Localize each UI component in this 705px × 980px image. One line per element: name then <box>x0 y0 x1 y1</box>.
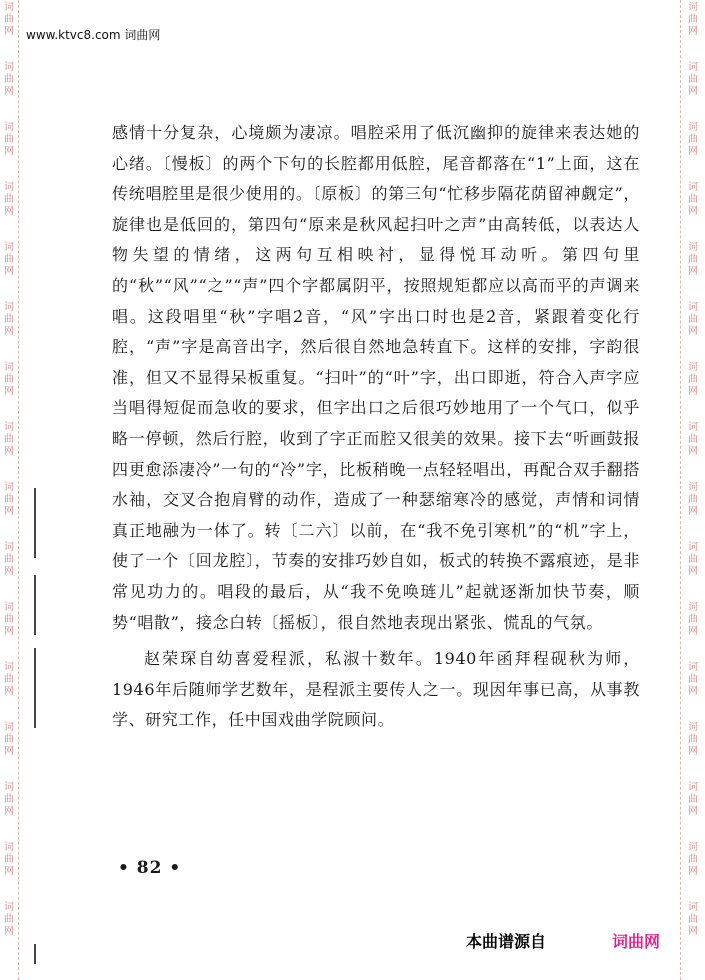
side-watermark-char: 曲 <box>688 854 698 865</box>
side-watermark-char: 曲 <box>688 194 698 205</box>
side-watermark-char: 曲 <box>688 794 698 805</box>
side-watermark-char: 曲 <box>688 734 698 745</box>
side-watermark-char: 词 <box>688 242 698 253</box>
side-watermark-group <box>4 242 14 302</box>
side-watermark-char: 曲 <box>4 554 14 565</box>
side-watermark-char: 曲 <box>688 74 698 85</box>
footer-source-label: 本曲谱源自 <box>466 932 547 951</box>
side-watermark-char: 网 <box>688 566 698 577</box>
side-watermark-char: 词 <box>688 782 698 793</box>
side-watermark-char: 词 <box>688 722 698 733</box>
side-watermark-char: 词 <box>4 542 14 553</box>
side-watermark-char: 词 <box>688 842 698 853</box>
side-watermark-char: 网 <box>4 866 14 877</box>
side-watermark-char: 词 <box>4 722 14 733</box>
side-watermark-char: 曲 <box>4 794 14 805</box>
side-watermark-char: 曲 <box>688 674 698 685</box>
side-watermark-group <box>4 602 14 662</box>
side-watermark-group <box>4 182 14 242</box>
side-watermark-char: 网 <box>688 866 698 877</box>
side-watermark-group <box>4 542 14 602</box>
side-watermark-group <box>688 842 698 902</box>
side-watermark-char: 词 <box>4 902 14 913</box>
left-watermark-strip <box>0 0 19 980</box>
side-watermark-char: 网 <box>688 86 698 97</box>
side-watermark-char: 曲 <box>4 374 14 385</box>
side-watermark-char: 网 <box>688 686 698 697</box>
side-watermark-group <box>688 722 698 782</box>
right-watermark-strip <box>680 0 705 980</box>
side-watermark-group <box>688 182 698 242</box>
side-watermark-char: 网 <box>4 386 14 397</box>
side-watermark-char: 网 <box>4 926 14 937</box>
side-watermark-char: 曲 <box>688 554 698 565</box>
side-watermark-char: 网 <box>688 326 698 337</box>
side-watermark-group <box>4 2 14 62</box>
side-watermark-char: 词 <box>4 62 14 73</box>
side-watermark-char: 曲 <box>688 314 698 325</box>
side-watermark-group <box>688 422 698 482</box>
side-watermark-group <box>688 302 698 362</box>
side-watermark-group <box>688 662 698 722</box>
side-watermark-char: 曲 <box>4 734 14 745</box>
side-watermark-char: 词 <box>688 902 698 913</box>
side-watermark-char: 网 <box>688 446 698 457</box>
scan-margin-mark <box>34 575 36 635</box>
side-watermark-char: 词 <box>688 542 698 553</box>
side-watermark-char: 网 <box>4 86 14 97</box>
side-watermark-char: 曲 <box>688 14 698 25</box>
side-watermark-char: 曲 <box>4 314 14 325</box>
side-watermark-group <box>4 302 14 362</box>
side-watermark-group <box>4 362 14 422</box>
side-watermark-group <box>4 782 14 842</box>
side-watermark-char: 词 <box>4 302 14 313</box>
side-watermark-char: 词 <box>4 602 14 613</box>
side-watermark-char: 曲 <box>4 494 14 505</box>
side-watermark-char: 网 <box>4 566 14 577</box>
page-number: • 82 • <box>118 858 182 878</box>
side-watermark-char: 网 <box>688 926 698 937</box>
side-watermark-char: 曲 <box>4 254 14 265</box>
side-watermark-group <box>4 482 14 542</box>
side-watermark-char: 曲 <box>688 914 698 925</box>
side-watermark-char: 网 <box>688 386 698 397</box>
side-watermark-group <box>688 122 698 182</box>
side-watermark-char: 词 <box>4 842 14 853</box>
side-watermark-char: 词 <box>4 482 14 493</box>
side-watermark-group <box>688 482 698 542</box>
side-watermark-char: 词 <box>688 602 698 613</box>
side-watermark-char: 网 <box>4 746 14 757</box>
side-watermark-char: 网 <box>688 746 698 757</box>
paragraph: 感情十分复杂，心境颇为凄凉。唱腔采用了低沉幽抑的旋律来表达她的心绪。〔慢板〕的两个下句的长腔都用低腔，尾音都落在“1”上面，这在传统唱腔里是很少使用的。〔原板〕的第三句“忙移步隔花荫留神觑定”，旋律也是低回的，第四句“原来是秋风起扫叶之声”由高转低，以表达人物失望的情绪，这两句互相映衬，显得悦耳动听。第四句里的“秋”“风”“之”“声”四个字都属阴平，按照规矩都应以高而平的声调来唱。这段唱里“秋”字唱2̇音，“风”字出口时也是2̇音，紧跟着变化行腔，“声”字是高音出字，然后很自然地急转直下。这样的安排，字韵很准，但又不显得呆板重复。“扫叶”的“叶”字，出口即逝，符合入声字应当唱得短促而急收的要求，但字出口之后很巧妙地用了一个气口，似乎略一停顿，然后行腔，收到了字正而腔又很美的效果。接下去“听画鼓报四更愈添凄冷”一句的“冷”字，比板稍晚一点轻轻唱出，再配合双手翻搭水袖，交叉合抱肩臂的动作，造成了一种瑟缩寒冷的感觉，声情和词情真正地融为一体了。转〔二六〕以前，在“我不免引寒机”的“机”字上，使了一个〔回龙腔〕，节奏的安排巧妙自如，板式的转换不露痕迹，是非常见功力的。唱段的最后，从“我不免唤琏儿”起就逐渐加快节奏，顺势“唱散”，接念白转〔摇板〕，很自然地表现出紧张、慌乱的气氛。 <box>112 123 640 632</box>
side-watermark-group <box>688 62 698 122</box>
side-watermark-char: 曲 <box>4 914 14 925</box>
side-watermark-char: 网 <box>688 806 698 817</box>
side-watermark-char: 词 <box>688 362 698 373</box>
side-watermark-char: 网 <box>688 266 698 277</box>
side-watermark-char: 词 <box>4 662 14 673</box>
side-watermark-char: 网 <box>688 626 698 637</box>
side-watermark-char: 词 <box>688 62 698 73</box>
side-watermark-char: 词 <box>688 302 698 313</box>
side-watermark-char: 词 <box>4 2 14 13</box>
side-watermark-char: 曲 <box>4 854 14 865</box>
site-url-link[interactable]: www.ktvc8.com 词曲网 <box>26 28 161 42</box>
side-watermark-char: 网 <box>4 506 14 517</box>
side-watermark-char: 曲 <box>688 374 698 385</box>
side-watermark-char: 网 <box>4 686 14 697</box>
side-watermark-char: 网 <box>688 146 698 157</box>
side-watermark-char: 曲 <box>4 74 14 85</box>
side-watermark-char: 词 <box>688 122 698 133</box>
side-watermark-char: 词 <box>4 182 14 193</box>
side-watermark-group <box>4 662 14 722</box>
side-watermark-char: 曲 <box>4 134 14 145</box>
side-watermark-char: 词 <box>4 362 14 373</box>
side-watermark-char: 网 <box>4 146 14 157</box>
side-watermark-group <box>688 902 698 962</box>
side-watermark-char: 词 <box>688 662 698 673</box>
side-watermark-char: 词 <box>688 2 698 13</box>
side-watermark-group <box>4 62 14 122</box>
side-watermark-group <box>688 2 698 62</box>
side-watermark-char: 词 <box>688 482 698 493</box>
side-watermark-group <box>4 842 14 902</box>
scan-margin-mark <box>34 944 36 964</box>
side-watermark-char: 曲 <box>688 434 698 445</box>
side-watermark-char: 曲 <box>688 254 698 265</box>
side-watermark-char: 网 <box>4 26 14 37</box>
article-body <box>112 118 640 736</box>
side-watermark-char: 曲 <box>4 14 14 25</box>
side-watermark-group <box>688 602 698 662</box>
side-watermark-char: 曲 <box>688 614 698 625</box>
paragraph: 赵荣琛自幼喜爱程派，私淑十数年。1940年函拜程砚秋为师，1946年后随师学艺数年，是程派主要传人之一。现因年事已高，从事教学、研究工作，任中国戏曲学院顾问。 <box>112 649 640 730</box>
side-watermark-char: 词 <box>4 122 14 133</box>
side-watermark-char: 网 <box>4 626 14 637</box>
side-watermark-char: 网 <box>688 26 698 37</box>
scan-margin-mark <box>34 488 36 558</box>
side-watermark-char: 曲 <box>688 134 698 145</box>
side-watermark-char: 网 <box>4 206 14 217</box>
side-watermark-char: 网 <box>688 206 698 217</box>
side-watermark-char: 曲 <box>4 194 14 205</box>
side-watermark-char: 词 <box>688 182 698 193</box>
side-watermark-group <box>4 422 14 482</box>
side-watermark-char: 网 <box>688 506 698 517</box>
side-watermark-char: 网 <box>4 806 14 817</box>
side-watermark-char: 词 <box>688 422 698 433</box>
side-watermark-char: 词 <box>4 422 14 433</box>
scan-margin-mark <box>34 648 36 728</box>
side-watermark-char: 曲 <box>4 434 14 445</box>
side-watermark-group <box>4 902 14 962</box>
side-watermark-group <box>4 722 14 782</box>
side-watermark-group <box>4 122 14 182</box>
side-watermark-group <box>688 782 698 842</box>
side-watermark-char: 网 <box>4 446 14 457</box>
side-watermark-char: 曲 <box>688 494 698 505</box>
footer-brand-link[interactable]: 词曲网 <box>612 932 661 951</box>
side-watermark-group <box>688 542 698 602</box>
side-watermark-group <box>688 242 698 302</box>
side-watermark-char: 曲 <box>4 674 14 685</box>
side-watermark-char: 词 <box>4 782 14 793</box>
side-watermark-char: 词 <box>4 242 14 253</box>
side-watermark-group <box>688 362 698 422</box>
side-watermark-char: 曲 <box>4 614 14 625</box>
side-watermark-char: 网 <box>4 326 14 337</box>
side-watermark-char: 网 <box>4 266 14 277</box>
